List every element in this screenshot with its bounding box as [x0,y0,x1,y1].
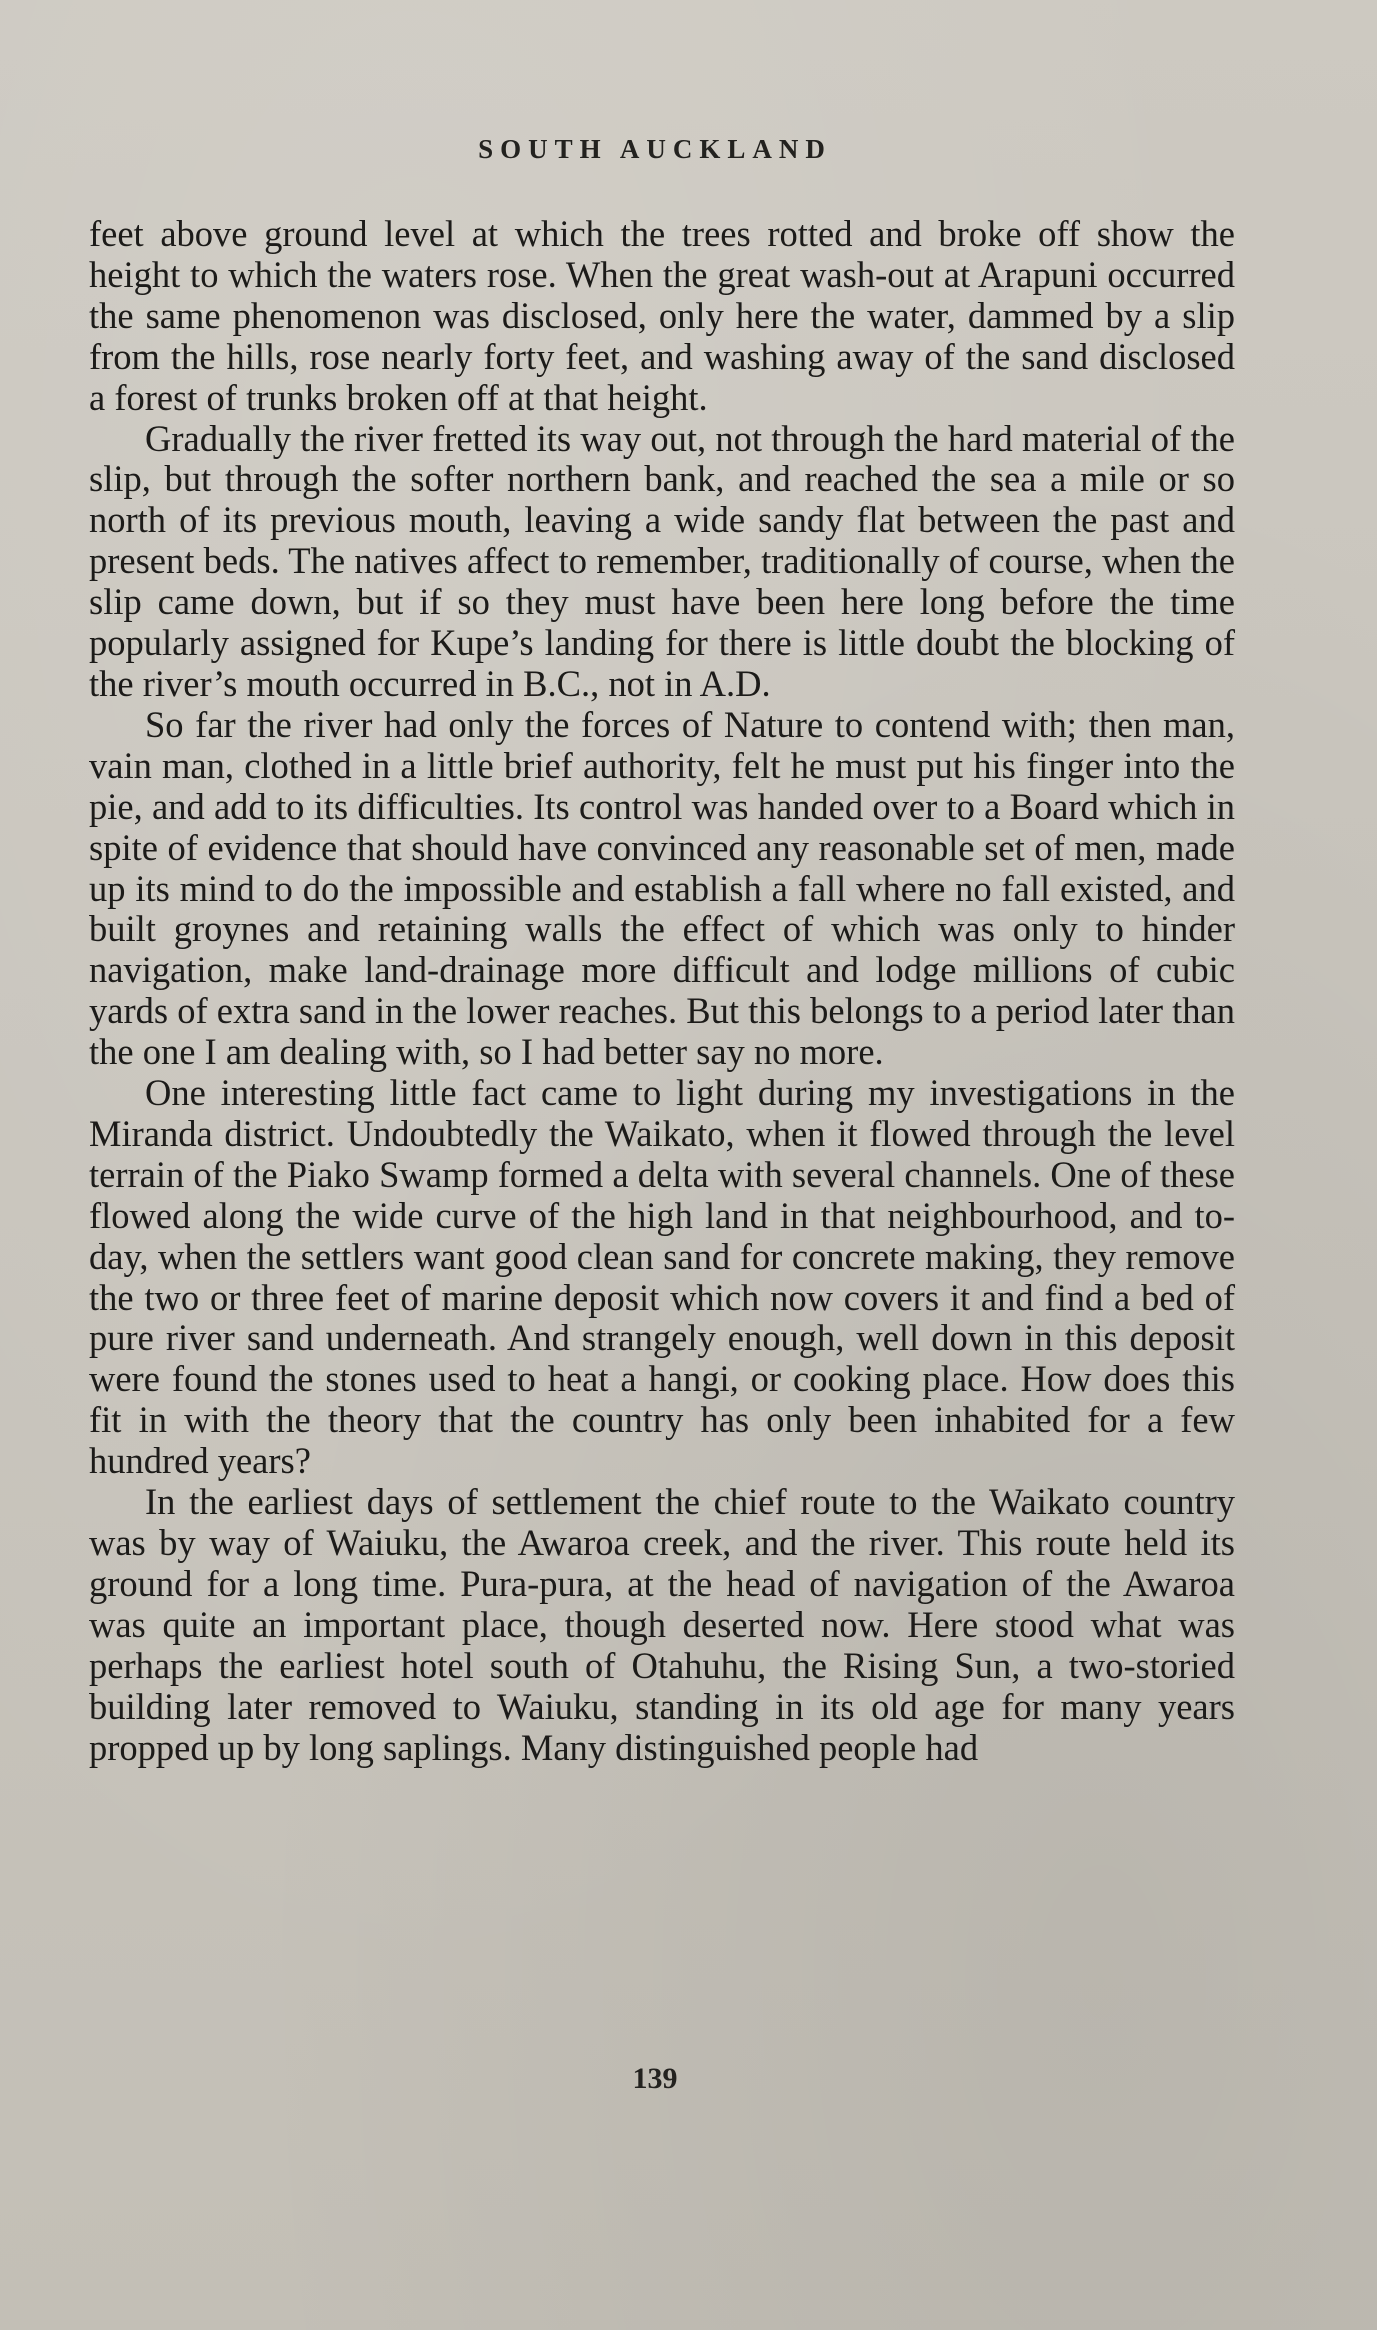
paragraph-1: feet above ground level at which the trees rotted and broke off show the height to which the waters rose. When the great wash-out at Arapuni occurred the same phenomenon was disclosed, only here the water, dammed by a slip from the hills, rose nearly forty feet, and washing away of the sand disclosed a forest of trunks broken off at that height. [89,213,1235,418]
paragraph-5: In the earliest days of settlement the chief route to the Waikato country was by way of Waiuku, the Awaroa creek, and the river. This route held its ground for a long time. Pura-pura, at the head of navigation of the Awaroa was quite an important place, though deserted now. Here stood what was perhaps the earliest hotel south of Otahuhu, the Rising Sun, a two-storied building later removed to Waiuku, standing in its old age for many years propped up by long saplings. Many distinguished people had [89,1481,1235,1768]
body-text [89,214,1235,1768]
paragraph-2: Gradually the river fretted its way out, not through the hard material of the slip, but through the softer northern bank, and reached the sea a mile or so north of its previous mouth, leaving a wide sandy flat between the past and present beds. The natives affect to remember, traditionally of course, when the slip came down, but if so they must have been here long before the time popularly assigned for Kupe’s landing for there is little doubt the blocking of the river’s mouth occurred in B.C., not in A.D. [89,417,1235,704]
paragraph-4: One interesting little fact came to light during my investigations in the Miranda district. Undoubtedly the Waikato, when it flowed through the level terrain of the Piako Swamp formed a delta with several channels. One of these flowed along the wide curve of the high land in that neighbourhood, and to-day, when the settlers want good clean sand for concrete making, they remove the two or three feet of marine deposit which now covers it and find a bed of pure river sand underneath. And strangely enough, well down in this deposit were found the stones used to heat a hangi, or cooking place. How does this fit in with the theory that the country has only been inhabited for a few hundred years? [89,1072,1235,1482]
page-number: 139 [632,2062,678,2095]
paragraph-3: So far the river had only the forces of Nature to contend with; then man, vain man, clothed in a little brief authority, felt he must put his finger into the pie, and add to its difficulties. Its control was handed over to a Board which in spite of evidence that should have convinced any reasonable set of men, made up its mind to do the impossible and establish a fall where no fall existed, and built groynes and retaining walls the effect of which was only to hinder navigation, make land-drainage more difficult and lodge millions of cubic yards of extra sand in the lower reaches. But this belongs to a period later than the one I am dealing with, so I had better say no more. [89,703,1235,1073]
running-head: SOUTH AUCKLAND [478,134,832,164]
